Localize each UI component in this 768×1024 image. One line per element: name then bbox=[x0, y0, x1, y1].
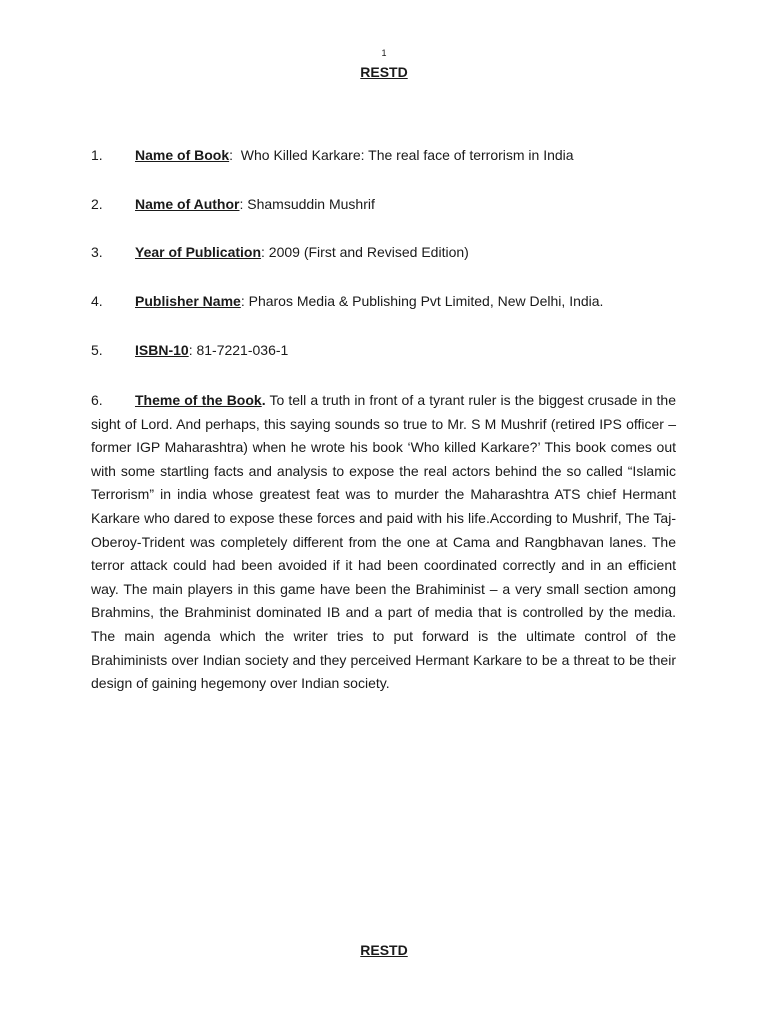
list-item-isbn bbox=[91, 341, 691, 359]
item-separator: : bbox=[240, 293, 245, 309]
item-value: Who Killed Karkare: The real face of terrorism in India bbox=[233, 147, 574, 163]
theme-paragraph bbox=[91, 389, 676, 696]
page-number: 1 bbox=[381, 48, 387, 58]
item-number: 3. bbox=[91, 244, 103, 260]
theme-text: To tell a truth in front of a tyrant ruler is the biggest crusade in the sight of Lord. And perhaps, this saying sounds so true to Mr. S M Mushrif (retired IPS officer – former IGP Maharashtra) when he wrote his book ‘Who killed Karkare?’ This book comes out with some startling facts and analysis to expose the real actors behind the so called “Islamic Terrorism” in india whose greatest feat was to murder the Maharashtra ATS chief Hermant Karkare who dared to expose these forces and paid with his life.According to Mushrif, The Taj-Oberoy-Trident was completely different from the one at Cama and Rangbhavan lanes. The terror attack could had been avoided if it had been coordinated correctly and in an efficient way. The main players in this game have been the Brahiminist – a very small section among Brahmins, the Brahminist dominated IB and a part of media that is controlled by the media. The main agenda which the writer tries to put forward is the ultimate control of the Brahiminists over Indian society and they perceived Hermant Karkare to be a threat to be their design of gaining hegemony over Indian society. bbox=[91, 392, 676, 692]
list-item-book-name bbox=[91, 146, 691, 164]
item-number: 2. bbox=[91, 196, 103, 212]
item-number: 5. bbox=[91, 342, 103, 358]
list-item-publisher bbox=[91, 292, 691, 310]
theme-label: Theme of the Book bbox=[135, 392, 262, 408]
list-item-year bbox=[91, 243, 691, 261]
theme-label-dot: . bbox=[261, 392, 266, 408]
item-label: Publisher Name bbox=[135, 293, 241, 309]
list-item-author bbox=[91, 195, 691, 213]
item-number: 1. bbox=[91, 147, 103, 163]
item-label: ISBN-10 bbox=[135, 342, 189, 358]
item-separator: : bbox=[261, 244, 265, 260]
header-title: RESTD bbox=[360, 64, 408, 80]
item-label: Year of Publication bbox=[135, 244, 262, 260]
item-separator: : bbox=[188, 342, 193, 358]
item-label: Name of Book bbox=[135, 147, 230, 163]
item-separator: : bbox=[229, 147, 234, 163]
item-value: 2009 (First and Revised Edition) bbox=[264, 244, 469, 260]
item-label: Name of Author bbox=[135, 196, 240, 212]
item-value: 81-7221-036-1 bbox=[192, 342, 289, 358]
footer-title: RESTD bbox=[360, 942, 408, 958]
item-number: 6. bbox=[91, 392, 103, 408]
item-value: Shamsuddin Mushrif bbox=[243, 196, 375, 212]
item-separator: : bbox=[239, 196, 244, 212]
item-number: 4. bbox=[91, 293, 103, 309]
item-value: Pharos Media & Publishing Pvt Limited, New Delhi, India. bbox=[244, 293, 604, 309]
